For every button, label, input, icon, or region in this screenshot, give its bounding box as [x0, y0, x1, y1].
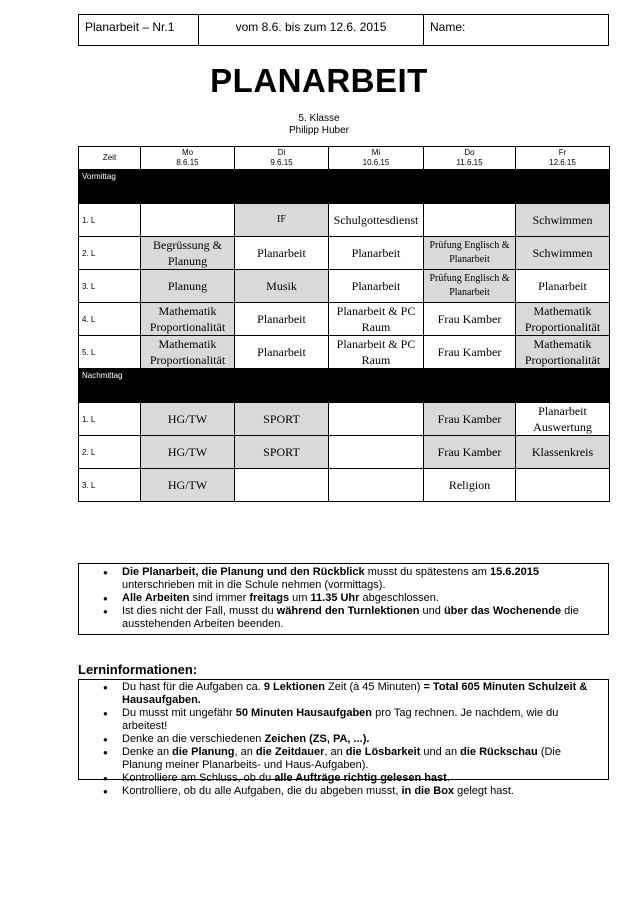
teacher-name: Philipp Huber — [288, 125, 350, 136]
schedule-cell: Frau Kamber — [424, 336, 516, 369]
schedule-cell: Frau Kamber — [424, 403, 516, 436]
schedule-cell: HG/TW — [141, 403, 235, 436]
lesson-row — [79, 469, 610, 502]
schedule-cell: Frau Kamber — [424, 436, 516, 469]
schedule-cell: Frau Kamber — [424, 303, 516, 336]
schedule-cell: Schulgottesdienst — [329, 204, 424, 237]
schedule-cell: Mathematik Proportionalität — [516, 336, 610, 369]
day-header: Mo 8.6.15 — [141, 147, 235, 170]
rule-item: ● Die Planarbeit, die Planung und den Rückblick musst du spätestens am 15.6.2015 unterschrieben mit in die Schule nehmen (vormittags). — [79, 566, 608, 592]
info-item: ● Denke an die Planung, an die Zeitdauer, an die Lösbarkeit und an die Rückschau (Die Planung meiner Planarbeits- und Haus-Aufgaben). — [79, 746, 608, 772]
lesson-row — [79, 436, 610, 469]
schedule-cell: Mathematik Proportionalität — [141, 303, 235, 336]
lesson-label: 3. L — [79, 469, 141, 502]
schedule-cell: Planung — [141, 270, 235, 303]
schedule-table — [78, 146, 610, 502]
lesson-row — [79, 237, 610, 270]
morning-rows — [79, 204, 610, 369]
schedule-cell: Planarbeit — [329, 237, 424, 270]
schedule-cell — [141, 204, 235, 237]
info-item: ● Kontrolliere am Schluss, ob du alle Aufträge richtig gelesen hast. — [79, 772, 608, 785]
schedule-cell: Planarbeit — [235, 336, 329, 369]
lesson-row — [79, 336, 610, 369]
lesson-row — [79, 204, 610, 237]
schedule-cell: Prüfung Englisch & Planarbeit — [424, 270, 516, 303]
header-table — [78, 14, 609, 46]
section-label: Nachmittag — [79, 369, 141, 403]
schedule-cell: SPORT — [235, 436, 329, 469]
lesson-label: 3. L — [79, 270, 141, 303]
schedule-cell — [235, 469, 329, 502]
section-row-nachmittag — [79, 369, 610, 403]
lesson-label: 2. L — [79, 436, 141, 469]
schedule-cell: Planarbeit — [329, 270, 424, 303]
schedule-cell: Prüfung Englisch & Planarbeit — [424, 237, 516, 270]
lesson-row — [79, 403, 610, 436]
schedule-cell: Planarbeit — [516, 270, 610, 303]
schedule-cell — [424, 204, 516, 237]
lesson-label: 1. L — [79, 204, 141, 237]
info-item: ● Du hast für die Aufgaben ca. 9 Lektionen Zeit (à 45 Minuten) = Total 605 Minuten Schulzeit & Hausaufgaben. — [79, 681, 608, 707]
lesson-label: 5. L — [79, 336, 141, 369]
schedule-cell: Planarbeit Auswertung — [516, 403, 610, 436]
name-field[interactable]: Name: — [424, 15, 609, 46]
info-item: ● Kontrolliere, ob du alle Aufgaben, die du abgeben musst, in die Box gelegt hast. — [79, 785, 608, 798]
afternoon-rows — [79, 403, 610, 502]
section-label: Vormittag — [79, 170, 141, 204]
planarbeit-number: Planarbeit – Nr.1 — [79, 15, 199, 46]
info-item: ● Denke an die verschiedenen Zeichen (ZS, PA, ...). — [79, 733, 608, 746]
learning-info-box — [78, 679, 609, 797]
schedule-cell — [516, 469, 610, 502]
rule-item: ● Ist dies nicht der Fall, musst du während den Turnlektionen und über das Wochenende die ausstehenden Arbeiten beenden. — [79, 605, 608, 631]
section-row-vormittag — [79, 170, 610, 204]
schedule-cell: Religion — [424, 469, 516, 502]
info-item: ● Du musst mit ungefähr 50 Minuten Hausaufgaben pro Tag rechnen. Je nachdem, wie du arbeitest! — [79, 707, 608, 733]
class-label: 5. Klasse — [298, 113, 340, 124]
schedule-cell: HG/TW — [141, 436, 235, 469]
day-header: Mi 10.6.15 — [329, 147, 424, 170]
schedule-cell: Planarbeit — [235, 303, 329, 336]
schedule-cell: Planarbeit & PC Raum — [329, 336, 424, 369]
schedule-cell: Klassenkreis — [516, 436, 610, 469]
schedule-cell — [329, 436, 424, 469]
schedule-cell — [329, 403, 424, 436]
day-header: Zeit — [79, 147, 141, 170]
day-header: Di 9.6.15 — [235, 147, 329, 170]
lesson-label: 2. L — [79, 237, 141, 270]
day-header: Do 11.6.15 — [424, 147, 516, 170]
learning-info-heading: Lerninformationen: — [78, 662, 198, 677]
date-range: vom 8.6. bis zum 12.6. 2015 — [199, 15, 424, 46]
schedule-cell: Mathematik Proportionalität — [141, 336, 235, 369]
rule-item: ● Alle Arbeiten sind immer freitags um 11.35 Uhr abgeschlossen. — [79, 592, 608, 605]
schedule-cell: Begrüssung & Planung — [141, 237, 235, 270]
lesson-row — [79, 303, 610, 336]
schedule-cell: IF — [235, 204, 329, 237]
schedule-cell: Schwimmen — [516, 237, 610, 270]
schedule-cell: Musik — [235, 270, 329, 303]
page-title: PLANARBEIT — [210, 62, 428, 99]
lesson-label: 1. L — [79, 403, 141, 436]
lesson-label: 4. L — [79, 303, 141, 336]
schedule-cell: Schwimmen — [516, 204, 610, 237]
lesson-row — [79, 270, 610, 303]
schedule-cell — [329, 469, 424, 502]
rules-box — [78, 563, 609, 635]
schedule-cell: Planarbeit & PC Raum — [329, 303, 424, 336]
schedule-cell: Planarbeit — [235, 237, 329, 270]
day-header: Fr 12.6.15 — [516, 147, 610, 170]
schedule-cell: HG/TW — [141, 469, 235, 502]
schedule-cell: Mathematik Proportionalität — [516, 303, 610, 336]
schedule-cell: SPORT — [235, 403, 329, 436]
